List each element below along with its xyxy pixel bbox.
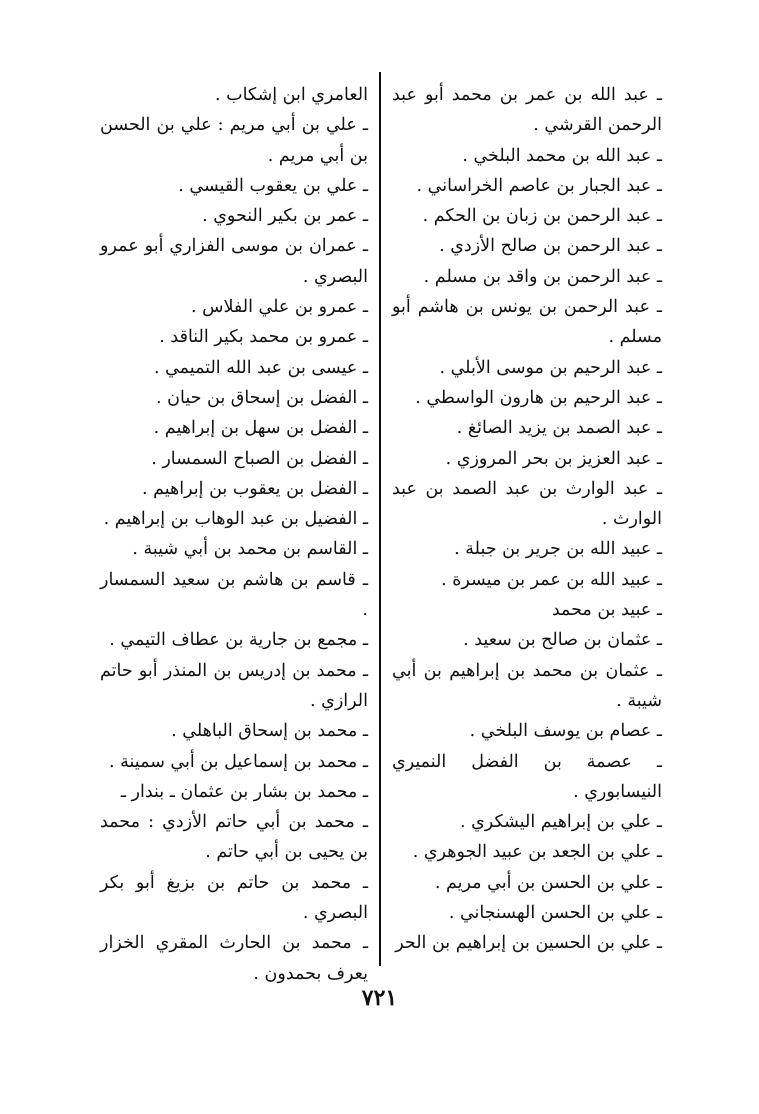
name-entry: ـ علي بن الجعد بن عبيد الجوهري .	[412, 842, 662, 863]
name-entry: ـ محمد بن حاتم بن بزيغ أبو بكر البصري .	[100, 872, 368, 924]
name-entry: ـ عبد الله بن عمر بن محمد أبو عبد الرحمن القرشي .	[392, 85, 662, 136]
name-entry: ـ الفضيل بن عبد الوهاب بن إبراهيم .	[103, 509, 368, 530]
left-column	[100, 80, 368, 989]
name-entry: ـ عثمان بن محمد بن إبراهيم بن أبي شيبة .	[392, 660, 662, 711]
name-entry: العامري ابن إشكاب .	[215, 85, 368, 105]
column-divider	[379, 72, 381, 966]
name-entry: ـ عبد الرحمن بن واقد بن مسلم .	[423, 266, 662, 287]
name-entry: ـ عمرو بن محمد بكير الناقد .	[159, 327, 368, 348]
name-entry: ـ عمران بن موسى الفزاري أبو عمرو البصري .	[100, 236, 368, 287]
name-entry: ـ عبيد الله بن عمر بن ميسرة .	[441, 569, 662, 590]
name-entry: ـ عبد الله بن محمد البلخي .	[462, 145, 662, 166]
name-entry: ـ عيسى بن عبد الله التميمي .	[153, 357, 368, 378]
name-entry: ـ عبد الجبار بن عاصم الخراساني .	[416, 175, 662, 196]
name-entry: ـ الفضل بن يعقوب بن إبراهيم .	[141, 478, 368, 499]
name-entry: ـ مجمع بن جارية بن عطاف التيمي .	[109, 630, 368, 651]
name-entry: ـ عبد الرحيم بن موسى الأبلي .	[439, 357, 662, 378]
name-entry: ـ عبيد بن محمد	[551, 600, 662, 621]
name-entry: ـ عصمة بن الفضل النميري النيسابوري .	[392, 751, 662, 802]
name-entry: ـ عبد الرحمن بن زبان بن الحكم .	[422, 206, 662, 227]
name-entry: ـ عمر بن بكير النحوي .	[202, 206, 368, 227]
name-entry: ـ محمد بن بشار بن عثمان ـ بندار ـ	[120, 781, 368, 802]
name-entry: ـ عبد الرحيم بن هارون الواسطي .	[415, 387, 662, 408]
name-entry: ـ علي بن يعقوب القيسي .	[178, 175, 368, 196]
name-entry: ـ عبد الرحمن بن صالح الأزدي .	[439, 236, 662, 257]
right-column	[392, 80, 662, 959]
name-entry: ـ عمرو بن علي الفلاس .	[190, 297, 368, 318]
name-entry: ـ محمد بن إسحاق الباهلي .	[171, 721, 368, 742]
name-entry: ـ علي بن أبي مريم : علي بن الحسن بن أبي مريم .	[100, 115, 368, 166]
name-entry: ـ علي بن الحسن الهسنجاني .	[448, 903, 662, 924]
name-entry: ـ عبد الرحمن بن يونس بن هاشم أبو مسلم .	[392, 297, 662, 348]
name-entry: ـ عصام بن يوسف البلخي .	[469, 721, 662, 742]
page-number: ٧٢١	[361, 985, 398, 1011]
name-entry: ـ علي بن الحسن بن أبي مريم .	[434, 872, 662, 893]
name-entry: ـ محمد بن الحارث المقري الخزار يعرف بحمدون .	[100, 933, 368, 984]
name-entry: ـ عبد الوارث بن عبد الصمد بن عبد الوارث .	[392, 478, 662, 530]
name-entry: ـ الفضل بن سهل بن إبراهيم .	[153, 418, 368, 439]
name-entry: ـ محمد بن إسماعيل بن أبي سمينة .	[109, 751, 368, 772]
name-entry: ـ عبد العزيز بن بحر المروزي .	[445, 448, 662, 469]
name-entry: ـ القاسم بن محمد بن أبي شيبة .	[132, 539, 368, 560]
name-entry: ـ الفضل بن الصباح السمسار .	[151, 448, 368, 469]
name-entry: ـ محمد بن أبي حاتم الأزدي : محمد بن يحيى بن أبي حاتم .	[100, 812, 368, 863]
name-entry: ـ عثمان بن صالح بن سعيد .	[463, 630, 662, 651]
name-entry: ـ علي بن إبراهيم اليشكري .	[459, 812, 662, 833]
name-entry: ـ علي بن الحسين بن إبراهيم بن الحر	[395, 933, 662, 954]
name-entry: ـ محمد بن إدريس بن المنذر أبو حاتم الرازي .	[100, 660, 368, 711]
name-entry: ـ عبد الصمد بن يزيد الصائغ .	[456, 418, 662, 439]
name-entry: ـ الفضل بن إسحاق بن حيان .	[156, 387, 368, 408]
name-entry: ـ قاسم بن هاشم بن سعيد السمسار .	[100, 569, 368, 621]
name-entry: ـ عبيد الله بن جرير بن جبلة .	[454, 539, 662, 560]
